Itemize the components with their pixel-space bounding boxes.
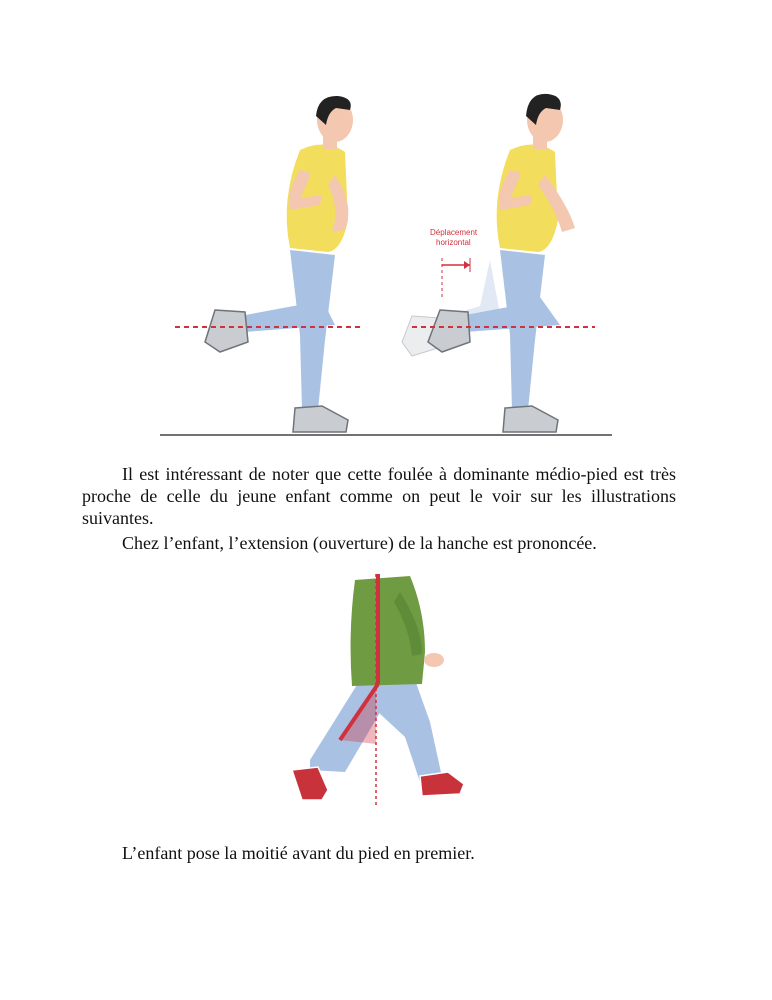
annotation-line2: horizontal bbox=[436, 238, 471, 247]
paragraph-3: L’enfant pose la moitié avant du pied en premier. bbox=[122, 843, 475, 863]
runner-left bbox=[175, 96, 360, 432]
child-shoe-back bbox=[292, 767, 328, 800]
paragraph-1: Il est intéressant de noter que cette foulée à dominante médio-pied est très proche de celle du jeune enfant comme on peut le voir sur les illustrations suivantes. bbox=[82, 464, 676, 528]
runner-right bbox=[402, 94, 595, 432]
child-shoe-front bbox=[420, 772, 464, 796]
runner-illustration bbox=[150, 80, 620, 442]
paragraph-2: Chez l’enfant, l’extension (ouverture) de la hanche est prononcée. bbox=[122, 533, 597, 553]
annotation-line1: Déplacement bbox=[430, 228, 478, 237]
child-illustration bbox=[280, 572, 480, 812]
